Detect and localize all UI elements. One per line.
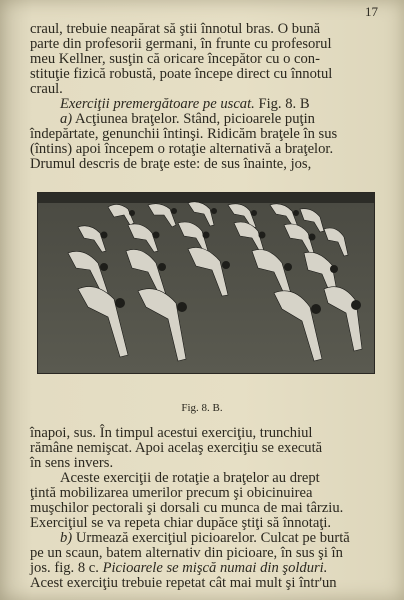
text-line: îndepărtate, genunchii întinşi. Ridicăm braţele în sus <box>30 126 338 142</box>
section-heading-ref: Fig. 8. B <box>254 96 310 112</box>
top-text-block <box>30 22 382 172</box>
text-line: jos. fig. 8 c. <box>30 560 103 576</box>
paragraph-a-label: a) <box>60 111 73 127</box>
text-line: meu Kellner, susţin că oricare începător cu o con- <box>30 51 320 67</box>
italic-emphasis: Picioarele se mişcă numai din şolduri. <box>102 560 328 576</box>
text-line: Drumul descris de braţe este: de sus înainte, jos, <box>30 156 312 172</box>
text-line: parte din profesorii germani, în frunte cu profesorul <box>30 36 332 52</box>
exercise-photograph <box>37 192 375 374</box>
text-line: muşchilor pectorali şi dorsali cu munca de mai târziu. <box>30 500 344 516</box>
text-line: înapoi, sus. În timpul acestui exerciţiu, trunchiul <box>30 425 313 441</box>
paragraph-a-first-line <box>30 112 382 127</box>
text-line: în sens invers. <box>30 455 114 471</box>
paragraph-b-third-line <box>30 561 382 576</box>
photo-illustration <box>38 193 374 373</box>
text-line: Aceste exerciţii de rotaţie a braţelor au drept <box>60 470 320 486</box>
figure-caption: Fig. 8. B. <box>181 402 223 414</box>
text-line: rămâne nemişcat. Apoi acelaş exerciţiu se execută <box>30 440 323 456</box>
text-line: Urmează exerciţiul picioarelor. Culcat pe burtă <box>75 530 350 546</box>
bottom-text-block <box>30 426 382 591</box>
text-line: Acest exerciţiu trebuie repetat cât mai mult şi într'un <box>30 575 337 591</box>
text-line: craul. <box>30 81 63 97</box>
paragraph-b-label: b) <box>60 530 73 546</box>
text-line: stituţie fizică robustă, poate începe direct cu înnotul <box>30 66 333 82</box>
text-line: Acţiunea braţelor. Stând, picioarele puţin <box>75 111 315 127</box>
text-line: (întins) apoi începem o rotaţie alternativă a braţelor. <box>30 141 334 157</box>
section-heading-italic: Exerciţii premergătoare pe uscat. <box>60 96 255 112</box>
text-line: pe un scaun, batem alternativ din picioare, în sus şi în <box>30 545 343 561</box>
page-number: 17 <box>365 4 378 19</box>
section-heading <box>30 97 382 112</box>
paragraph-b-first-line <box>30 531 382 546</box>
text-line: craul, trebuie neapărat să ştii înnotul bras. O bună <box>30 21 321 37</box>
text-line: ţintă mobilizarea umerilor precum şi obicinuirea <box>30 485 313 501</box>
text-line: Exerciţiul se va repeta chiar dupăce ştiţi să înnotaţi. <box>30 515 332 531</box>
